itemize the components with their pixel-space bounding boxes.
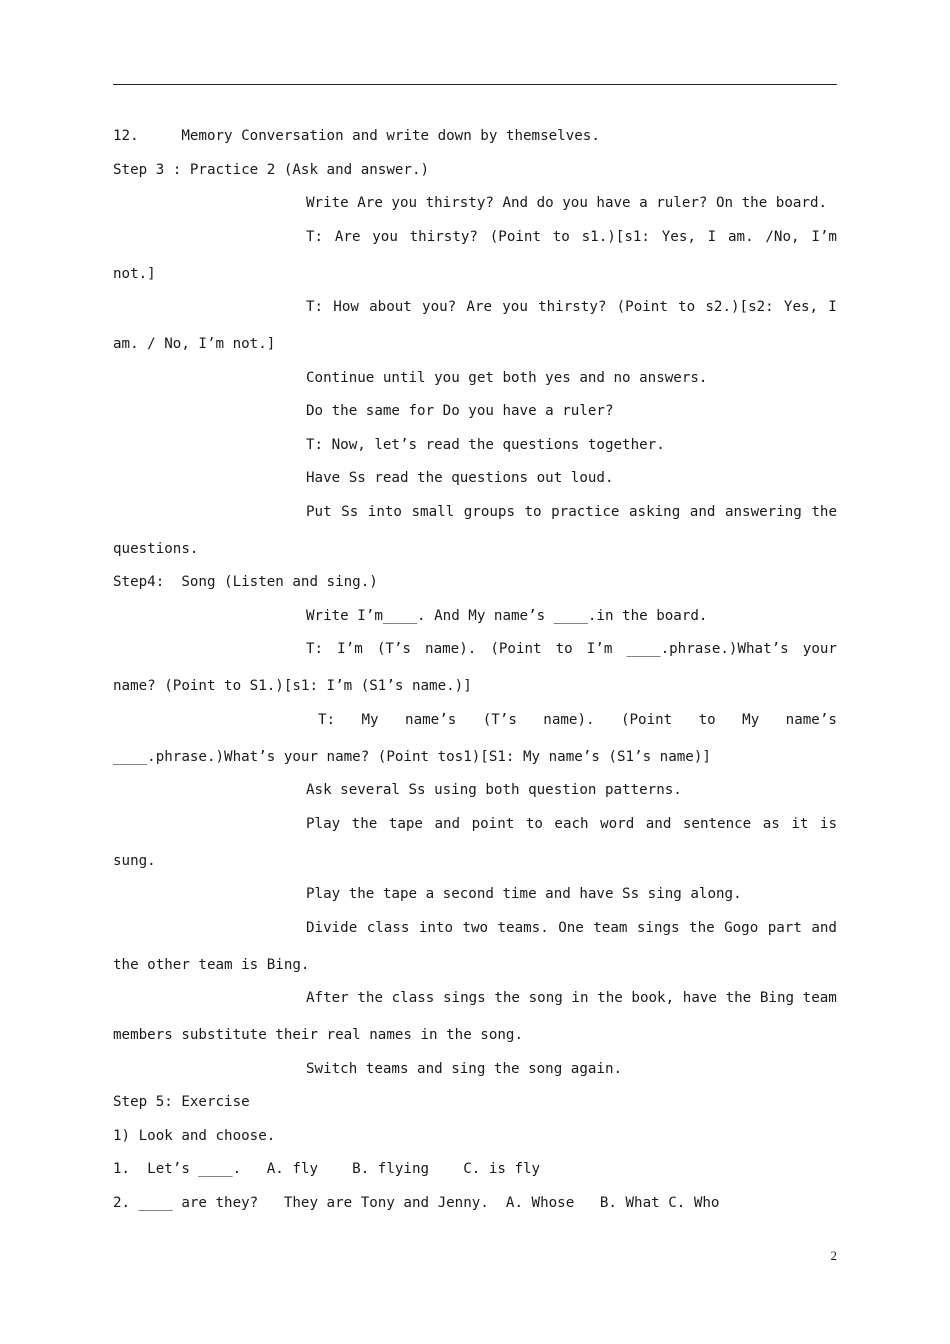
justified-line bbox=[113, 502, 837, 522]
word: One bbox=[558, 919, 584, 936]
word: to bbox=[552, 228, 570, 245]
word: you? bbox=[422, 299, 457, 315]
word: the bbox=[811, 503, 837, 520]
word: teams. bbox=[497, 919, 549, 936]
word: Bing bbox=[759, 990, 795, 1006]
page-number: 2 bbox=[830, 1248, 837, 1263]
word: am. bbox=[727, 228, 754, 245]
word: (Point bbox=[489, 228, 541, 245]
word: My bbox=[742, 711, 760, 728]
text-line: ____.phrase.)What’s your name? (Point tos1)[S1: My name’s (S1’s name)] bbox=[113, 748, 711, 765]
step-heading: Step 5: Exercise bbox=[113, 1094, 250, 1110]
text-line: Write I’m____. And My name’s ____.in the board. bbox=[306, 607, 708, 624]
word: small bbox=[411, 503, 455, 520]
step-heading: Step4: Song (Listen and sing.) bbox=[113, 574, 378, 590]
word: (Point bbox=[490, 641, 542, 657]
word: the bbox=[597, 990, 623, 1006]
word: (T’s bbox=[482, 711, 517, 728]
word: song bbox=[528, 990, 563, 1006]
word: class bbox=[366, 919, 410, 936]
word: (Point bbox=[620, 711, 673, 728]
justified-line bbox=[113, 710, 837, 730]
word: I bbox=[828, 299, 837, 315]
word: to bbox=[525, 815, 543, 832]
word: Yes, bbox=[661, 228, 696, 245]
exercise-item: 1. Let’s ____. A. fly B. flying C. is fly bbox=[113, 1161, 541, 1177]
word: you bbox=[372, 228, 398, 245]
word: ____.phrase.)What’s bbox=[626, 641, 789, 657]
word: Gogo bbox=[724, 919, 759, 936]
word: the bbox=[689, 919, 715, 936]
word: and bbox=[689, 503, 716, 520]
exercise-item: 2. ____ are they? They are Tony and Jenny. A. Whose B. What C. Who bbox=[113, 1194, 720, 1211]
word: groups bbox=[463, 503, 515, 520]
text-line: the other team is Bing. bbox=[113, 956, 310, 973]
word: thirsty? bbox=[409, 228, 478, 245]
text-line: sung. bbox=[113, 852, 156, 869]
text-line: T: Now, let’s read the questions together. bbox=[306, 436, 665, 453]
text-line: Write Are you thirsty? And do you have a ruler? On the board. bbox=[306, 195, 828, 211]
word: in bbox=[571, 990, 589, 1006]
word: sings bbox=[636, 919, 680, 936]
word: and bbox=[811, 919, 837, 936]
word: answering bbox=[724, 503, 802, 520]
text-line: am. / No, I’m not.] bbox=[113, 336, 276, 352]
word: Yes, bbox=[783, 299, 819, 315]
justified-line bbox=[113, 297, 837, 317]
word: T: bbox=[306, 228, 324, 245]
word: word bbox=[600, 815, 635, 832]
word: s1.)[s1: bbox=[581, 228, 650, 245]
word: team bbox=[593, 919, 628, 936]
word: sings bbox=[442, 990, 486, 1006]
word: I’m bbox=[337, 641, 363, 657]
word: the bbox=[357, 990, 383, 1006]
justified-line bbox=[113, 988, 837, 1008]
word: you bbox=[502, 299, 528, 315]
word: asking bbox=[629, 503, 681, 520]
word: name). bbox=[543, 711, 595, 728]
justified-line bbox=[113, 814, 837, 834]
word: How bbox=[333, 299, 359, 315]
word: class bbox=[391, 990, 435, 1006]
justified-line bbox=[113, 227, 837, 247]
word: Ss bbox=[341, 503, 359, 520]
word: it bbox=[791, 815, 809, 832]
text-line: 12. Memory Conversation and write down by themselves. bbox=[113, 128, 600, 144]
text-line: Switch teams and sing the song again. bbox=[306, 1060, 623, 1077]
word: the bbox=[725, 990, 752, 1006]
word: practice bbox=[551, 503, 620, 520]
word: point bbox=[471, 815, 515, 832]
text-line: Play the tape a second time and have Ss sing along. bbox=[306, 886, 742, 902]
word: T: bbox=[318, 711, 336, 728]
word: thirsty? bbox=[538, 299, 607, 315]
word: two bbox=[462, 919, 489, 936]
word: s2.)[s2: bbox=[705, 299, 774, 315]
word: team bbox=[802, 990, 837, 1006]
word: I bbox=[707, 228, 717, 245]
word: book, bbox=[631, 990, 675, 1006]
word: each bbox=[554, 815, 589, 832]
word: about bbox=[369, 299, 412, 315]
word: is bbox=[819, 815, 837, 832]
word: Put bbox=[306, 503, 332, 520]
word: I’m bbox=[811, 228, 837, 245]
text-line: Ask several Ss using both question patterns. bbox=[306, 782, 682, 798]
word: into bbox=[418, 919, 454, 936]
word: have bbox=[682, 990, 717, 1006]
word: T: bbox=[306, 641, 324, 657]
word: (Point bbox=[616, 299, 668, 315]
word: /No, bbox=[765, 228, 800, 245]
word: tape bbox=[388, 815, 423, 832]
word: the bbox=[351, 815, 378, 832]
text-line: Have Ss read the questions out loud. bbox=[306, 470, 614, 486]
text-line: members substitute their real names in the song. bbox=[113, 1027, 523, 1043]
word: (T’s bbox=[376, 641, 411, 657]
word: I’m bbox=[586, 641, 613, 657]
word: Play bbox=[306, 815, 341, 832]
word: Are bbox=[334, 228, 361, 245]
word: My bbox=[361, 711, 379, 728]
word: Divide bbox=[306, 919, 358, 936]
text-line: name? (Point to S1.)[s1: I’m (S1’s name.)] bbox=[113, 678, 472, 694]
word: to bbox=[555, 641, 573, 657]
word: to bbox=[524, 503, 542, 520]
word: to bbox=[678, 299, 696, 315]
document-body bbox=[113, 126, 837, 1226]
word: After bbox=[306, 990, 349, 1006]
word: Are bbox=[466, 299, 493, 315]
word: the bbox=[494, 990, 520, 1006]
word: as bbox=[762, 815, 780, 832]
word: T: bbox=[306, 299, 324, 315]
word: and bbox=[434, 815, 461, 832]
word: name’s bbox=[785, 711, 837, 728]
word: to bbox=[698, 711, 716, 728]
text-line: Do the same for Do you have a ruler? bbox=[306, 403, 614, 419]
header-rule bbox=[113, 84, 837, 85]
justified-line bbox=[113, 639, 837, 659]
word: sentence bbox=[682, 815, 752, 832]
justified-line bbox=[113, 918, 837, 938]
text-line: not.] bbox=[113, 265, 156, 282]
text-line: Continue until you get both yes and no answers. bbox=[306, 369, 708, 386]
word: your bbox=[802, 641, 837, 657]
word: and bbox=[645, 815, 672, 832]
word: part bbox=[767, 919, 802, 936]
word: name). bbox=[425, 641, 477, 657]
text-line: 1) Look and choose. bbox=[113, 1127, 276, 1144]
word: into bbox=[367, 503, 402, 520]
step-heading: Step 3 : Practice 2 (Ask and answer.) bbox=[113, 161, 430, 178]
text-line: questions. bbox=[113, 540, 199, 557]
word: name’s bbox=[405, 711, 457, 728]
